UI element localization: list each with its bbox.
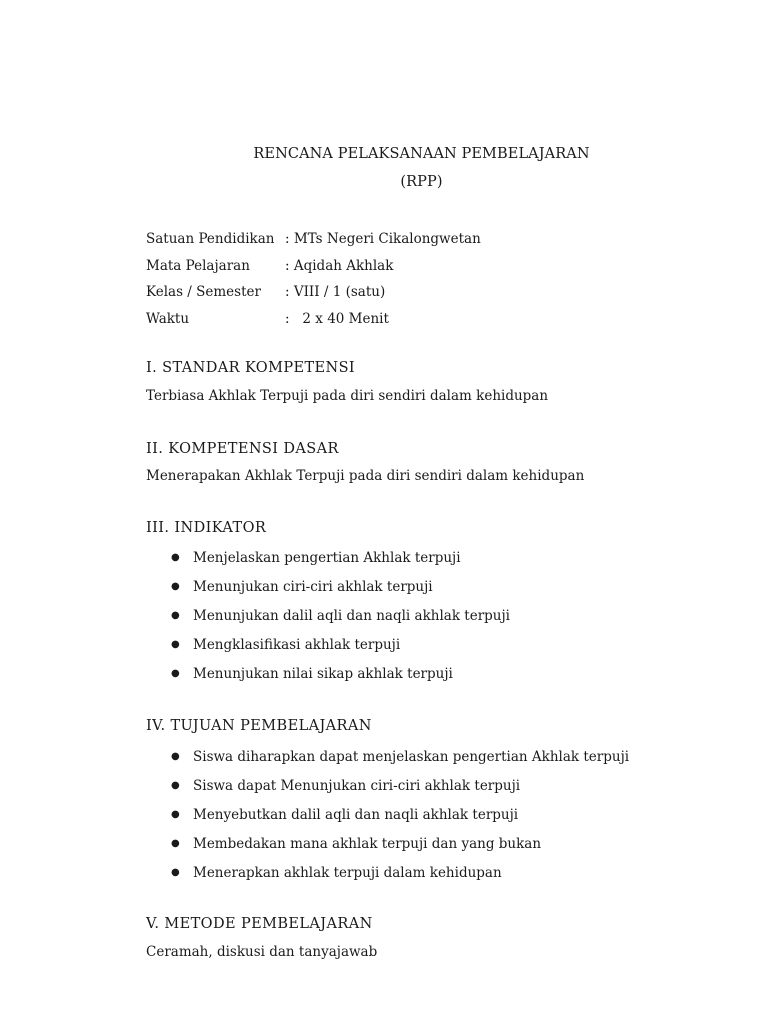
- list-item: [171, 630, 510, 659]
- bullet-icon: ●: [171, 838, 180, 849]
- document-subtitle: (RPP): [400, 174, 443, 190]
- meta-label: Waktu: [146, 310, 190, 327]
- list-item-text: Menunjukan dalil aqli dan naqli akhlak terpuji: [193, 607, 510, 624]
- bullet-icon: ●: [171, 867, 180, 878]
- meta-row-mapel: [146, 253, 481, 280]
- meta-value: : VIII / 1 (satu): [285, 284, 386, 301]
- text-metode-pembelajaran: Ceramah, diskusi dan tanyajawab: [146, 944, 378, 960]
- list-item: [171, 572, 510, 601]
- bullet-icon: ●: [171, 610, 180, 621]
- list-item-text: Siswa diharapkan dapat menjelaskan pengertian Akhlak terpuji: [193, 748, 630, 765]
- list-item-text: Menerapkan akhlak terpuji dalam kehidupan: [193, 864, 502, 881]
- list-item: [171, 829, 629, 858]
- list-item-text: Menjelaskan pengertian Akhlak terpuji: [193, 549, 461, 566]
- meta-row-kelas: [146, 279, 481, 306]
- meta-value: : 2 x 40 Menit: [285, 310, 389, 327]
- list-item-text: Siswa dapat Menunjukan ciri-ciri akhlak terpuji: [193, 777, 521, 794]
- list-item: [171, 601, 510, 630]
- bullet-icon: ●: [171, 809, 180, 820]
- meta-row-satuan: [146, 226, 481, 253]
- meta-value: : MTs Negeri Cikalongwetan: [285, 231, 481, 248]
- bullet-icon: ●: [171, 780, 180, 791]
- meta-label: Mata Pelajaran: [146, 257, 250, 274]
- meta-value: : Aqidah Akhlak: [285, 257, 394, 274]
- document-title: RENCANA PELAKSANAAN PEMBELAJARAN: [253, 146, 590, 162]
- list-item: [171, 800, 629, 829]
- list-item: [171, 742, 629, 771]
- list-item: [171, 858, 629, 887]
- heading-standar-kompetensi: I. STANDAR KOMPETENSI: [146, 360, 356, 376]
- indikator-list: [171, 543, 510, 688]
- list-item-text: Menunjukan nilai sikap akhlak terpuji: [193, 665, 453, 682]
- list-item: [171, 771, 629, 800]
- meta-label: Kelas / Semester: [146, 284, 261, 301]
- text-kompetensi-dasar: Menerapakan Akhlak Terpuji pada diri sendiri dalam kehidupan: [146, 468, 585, 484]
- list-item-text: Menyebutkan dalil aqli dan naqli akhlak terpuji: [193, 806, 519, 823]
- list-item-text: Mengklasifikasi akhlak terpuji: [193, 636, 401, 653]
- text-standar-kompetensi: Terbiasa Akhlak Terpuji pada diri sendiri dalam kehidupan: [146, 388, 549, 404]
- heading-kompetensi-dasar: II. KOMPETENSI DASAR: [146, 441, 339, 457]
- list-item-text: Membedakan mana akhlak terpuji dan yang bukan: [193, 835, 542, 852]
- meta-label: Satuan Pendidikan: [146, 231, 275, 248]
- heading-indikator: III. INDIKATOR: [146, 520, 267, 536]
- heading-metode-pembelajaran: V. METODE PEMBELAJARAN: [146, 916, 373, 932]
- bullet-icon: ●: [171, 552, 180, 563]
- tujuan-list: [171, 742, 629, 887]
- meta-row-waktu: [146, 306, 481, 333]
- bullet-icon: ●: [171, 751, 180, 762]
- bullet-icon: ●: [171, 639, 180, 650]
- identity-block: [146, 226, 481, 332]
- bullet-icon: ●: [171, 581, 180, 592]
- list-item-text: Menunjukan ciri-ciri akhlak terpuji: [193, 578, 433, 595]
- list-item: [171, 659, 510, 688]
- list-item: [171, 543, 510, 572]
- bullet-icon: ●: [171, 668, 180, 679]
- heading-tujuan-pembelajaran: IV. TUJUAN PEMBELAJARAN: [146, 718, 372, 734]
